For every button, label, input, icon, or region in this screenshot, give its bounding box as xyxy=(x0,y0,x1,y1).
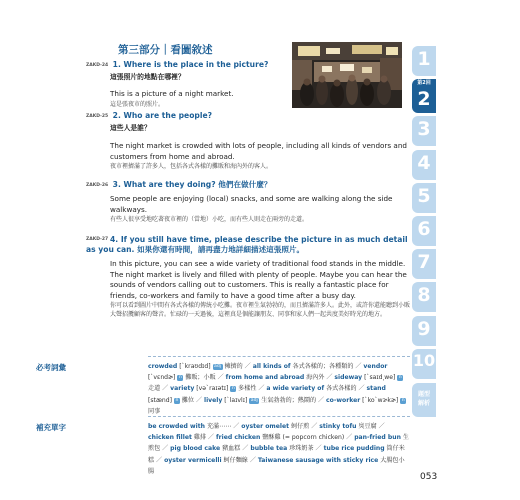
chapter-tab-9[interactable] xyxy=(412,316,436,346)
vocab-word: variety xyxy=(170,385,195,393)
vocab-word: crowded xyxy=(148,363,178,370)
question-number: 4. xyxy=(110,235,119,244)
chapter-tab-analysis[interactable] xyxy=(412,383,436,417)
vocab-meaning: 多樣性 xyxy=(238,385,257,393)
vocab-meaning: 大腸包小腸 xyxy=(148,456,405,475)
vocab-ipa: [ˋsaɪd͵we] xyxy=(362,374,398,382)
vocab-word: chicken fillet xyxy=(148,434,192,442)
vocab-meaning: 充滿⋯⋯ xyxy=(206,423,232,430)
vocab-entry xyxy=(164,457,248,464)
vocab-word: lively xyxy=(204,396,223,404)
question-line xyxy=(86,179,411,190)
vocab-meaning: 蚵仔煎 xyxy=(290,423,310,430)
vocab-word: from home and abroad xyxy=(225,374,305,382)
question-number: 2. xyxy=(112,111,121,120)
chapter-tab-analysis-label xyxy=(412,390,436,408)
chapter-tab-number: 1 xyxy=(417,48,431,70)
question-zh-inline: 如果你還有時間，請再盡力地詳細描述這張照片。 xyxy=(137,245,305,254)
answer-zh: 你可以看到圖片中間有各式各樣的傳統小吃攤。夜市裡生氣勃勃的，而且擠滿許多人。此外，或許你還能聽到小販大聲招攬顧客的聲音。忙碌的一天過後，這裡真是個能讓朋友、同事和家人們一起共度美好時光的地方。 xyxy=(110,302,411,319)
vocab-meaning: 各式各樣的 xyxy=(326,385,357,393)
answer-zh: 這是張夜市的照片。 xyxy=(110,100,165,108)
chapter-tabs xyxy=(412,46,436,420)
vocab-separator: ／ xyxy=(154,456,165,464)
vocab-required-list xyxy=(148,357,410,417)
chapter-tab-number: 2 xyxy=(417,88,431,111)
part-of-speech-badge: adj xyxy=(214,364,222,369)
vocab-meaning: 同事 xyxy=(148,407,161,415)
vocab-separator: ／ xyxy=(160,445,171,453)
vocab-word: sideway xyxy=(334,374,363,382)
part-of-speech-badge: n xyxy=(398,375,402,381)
answer-en: In this picture, you can see a wide variety of traditional food stands in the middle. The night market is lively and filled with plenty of people. Maybe you can hear the sounds of vendors calling out to customers. This is really a fantastic place for friends, co-workers and family to have a good time after a busy day. xyxy=(110,259,407,300)
vocab-entry xyxy=(241,423,309,430)
question-3 xyxy=(86,179,411,224)
vocab-separator: ／ xyxy=(206,434,216,442)
vocab-meaning: 各式各樣的；各種類的 xyxy=(292,363,354,370)
question-text: Who are the people? xyxy=(123,111,213,120)
vocab-entry xyxy=(170,385,256,392)
vocab-separator: ／ xyxy=(309,423,320,430)
vocab-word: tube rice pudding xyxy=(323,445,385,453)
vocab-required-box xyxy=(148,356,410,417)
audio-track[interactable]: ZAKD-25 xyxy=(86,113,109,119)
vocab-extra-box xyxy=(148,416,410,477)
vocab-entry xyxy=(148,434,206,441)
vocab-meaning: 珍珠奶茶 xyxy=(289,445,314,453)
vocab-separator: ／ xyxy=(324,374,335,382)
question-number: 1. xyxy=(112,60,121,69)
question-number: 3. xyxy=(112,180,121,189)
question-text: What are they doing? xyxy=(123,180,216,189)
vocab-separator: ／ xyxy=(247,456,258,464)
answer-zh: 有些人很享受地吃著夜市裡的（當地）小吃，而有些人則走在兩旁的走道。 xyxy=(110,216,309,224)
question-zh: 這些人是誰？ xyxy=(110,124,151,132)
chapter-tab-number: 7 xyxy=(417,251,431,274)
vocab-word: oyster vermicelli xyxy=(164,456,222,464)
vocab-meaning: 鹽酥雞 (= popcorn chicken) xyxy=(262,434,345,442)
chapter-tab-number: 8 xyxy=(417,284,431,307)
vocab-separator: ／ xyxy=(313,445,324,453)
vocab-meaning: 生煎包 xyxy=(148,434,409,453)
vocab-word: be crowded with xyxy=(148,423,205,430)
audio-track[interactable]: ZAKD-27 xyxy=(86,237,109,242)
vocab-separator: ／ xyxy=(376,423,385,430)
vocab-separator: ／ xyxy=(231,423,242,430)
chapter-tab-number: 6 xyxy=(417,217,431,240)
vocab-entry xyxy=(148,363,243,370)
vocab-meaning: 攤販；小販 xyxy=(185,374,216,382)
vocab-ipa: [stænd] xyxy=(148,396,174,404)
vocab-word: all kinds of xyxy=(252,363,291,370)
vocab-word: pig blood cake xyxy=(170,445,221,453)
vocab-entry xyxy=(253,363,354,370)
vocab-meaning: 攤位 xyxy=(181,396,195,404)
vocab-ipa: [ˋkraʊdɪd] xyxy=(177,363,213,370)
vocab-entry xyxy=(226,374,325,381)
vocab-ipa: [ˋvɛndɚ] xyxy=(148,374,178,382)
vocab-word: a wide variety of xyxy=(266,385,325,393)
question-zh-inline: 他們在做什麼？ xyxy=(218,180,272,189)
vocab-meaning: 筒仔米糕 xyxy=(148,445,405,464)
answer-en: The night market is crowded with lots of people, including all kinds of vendors and customers from home and abroad. xyxy=(110,141,407,161)
part-of-speech-badge: n xyxy=(178,375,182,381)
vocab-separator: ／ xyxy=(316,396,327,404)
vocab-meaning: 擁擠的 xyxy=(224,363,243,370)
part-of-speech-badge: n xyxy=(401,397,405,403)
vocab-separator: ／ xyxy=(353,363,364,370)
vocab-word: vendor xyxy=(363,363,388,370)
chapter-tab-analysis-line1: 題型 xyxy=(417,390,430,398)
vocab-entry xyxy=(216,434,344,441)
chapter-tab-analysis-line2: 解析 xyxy=(417,399,430,407)
question-2 xyxy=(86,111,411,171)
chapter-tab-10[interactable] xyxy=(412,349,436,379)
part-of-speech-badge: n xyxy=(175,397,179,403)
question-4 xyxy=(86,235,411,319)
answer-zh: 夜市裡擠滿了許多人，包括各式各樣的攤販和海內外的客人。 xyxy=(110,163,273,171)
vocab-meaning: 蚵仔麵線 xyxy=(223,456,248,464)
page-number: 053 xyxy=(420,472,438,482)
question-text: If you still have time, please describe the picture in as much detail as you can. xyxy=(86,235,408,254)
vocab-meaning: 走道 xyxy=(148,385,161,393)
vocab-word: pan-fried bun xyxy=(354,434,401,442)
answer-en: This is a picture of a night market. xyxy=(110,89,234,98)
chapter-tab-2[interactable] xyxy=(412,79,436,113)
vocab-required-tag: 必考詞彙 xyxy=(36,363,66,372)
part-of-speech-badge: adj xyxy=(250,397,258,403)
vocab-separator: ／ xyxy=(256,385,267,393)
question-1 xyxy=(86,60,411,109)
chapter-tab-7[interactable] xyxy=(412,249,436,279)
chapter-tab-number: 10 xyxy=(412,350,436,370)
vocab-meaning: 生氣勃勃的；熱鬧的 xyxy=(261,396,317,404)
chapter-tab-8[interactable] xyxy=(412,282,436,312)
vocab-entry xyxy=(170,445,240,452)
vocab-meaning: 海內外 xyxy=(306,374,325,382)
question-line xyxy=(86,235,411,255)
chapter-tab-number: 4 xyxy=(417,151,431,174)
vocab-word: stinky tofu xyxy=(319,423,357,430)
vocab-meaning: 豬血糕 xyxy=(222,445,241,453)
vocab-entry xyxy=(319,423,376,430)
chapter-tab-number: 3 xyxy=(417,118,431,141)
vocab-separator: ／ xyxy=(160,385,171,393)
vocab-separator: ／ xyxy=(356,385,367,393)
vocab-entry xyxy=(266,385,356,392)
vocab-extra-tag: 補充單字 xyxy=(36,423,66,432)
vocab-entry xyxy=(250,445,313,452)
vocab-separator: ／ xyxy=(240,445,251,453)
chapter-tab-number: 9 xyxy=(417,317,431,340)
vocab-word: Taiwanese sausage with sticky rice xyxy=(257,456,379,464)
vocab-entry xyxy=(148,423,231,430)
vocab-word: stand xyxy=(366,385,386,393)
chapter-tab-number: 5 xyxy=(417,184,431,207)
vocab-word: oyster omelet xyxy=(241,423,290,430)
vocab-ipa: [ˋkoˋwɝkɚ] xyxy=(360,396,401,404)
vocab-word: co-worker xyxy=(326,396,361,404)
section-title: 第三部分｜看圖敘述 xyxy=(118,44,213,56)
chapter-tab-6[interactable] xyxy=(412,216,436,246)
vocab-word: fried chicken xyxy=(215,434,261,442)
vocab-ipa: [ˋlaɪvlɪ] xyxy=(222,396,250,404)
vocab-extra-list xyxy=(148,417,410,477)
chapter-tab-3[interactable] xyxy=(412,116,436,146)
vocab-ipa: [vəˋraɪətɪ] xyxy=(194,385,231,393)
question-line xyxy=(86,111,411,120)
vocab-separator: ／ xyxy=(242,363,253,370)
vocab-separator: ／ xyxy=(344,434,355,442)
part-of-speech-badge: n xyxy=(231,386,235,392)
chapter-tab-caption: 第2回 xyxy=(417,80,431,87)
chapter-tab-1[interactable] xyxy=(412,46,436,76)
vocab-entry xyxy=(204,397,316,404)
audio-track[interactable]: ZAKD-26 xyxy=(86,182,109,188)
vocab-separator: ／ xyxy=(215,374,226,382)
chapter-tab-5[interactable] xyxy=(412,183,436,213)
question-line xyxy=(86,60,411,69)
vocab-meaning: 雞排 xyxy=(193,434,206,442)
vocab-word: bubble tea xyxy=(250,445,288,453)
question-text: Where is the place in the picture? xyxy=(123,60,269,69)
chapter-tab-4[interactable] xyxy=(412,150,436,180)
vocab-separator: ／ xyxy=(194,396,204,404)
audio-track[interactable]: ZAKD-24 xyxy=(86,62,109,68)
answer-en: Some people are enjoying (local) snacks, and some are walking along the side walkways. xyxy=(110,194,393,214)
question-zh: 這張照片的地點在哪裡？ xyxy=(110,73,185,81)
vocab-meaning: 臭豆腐 xyxy=(358,423,377,430)
